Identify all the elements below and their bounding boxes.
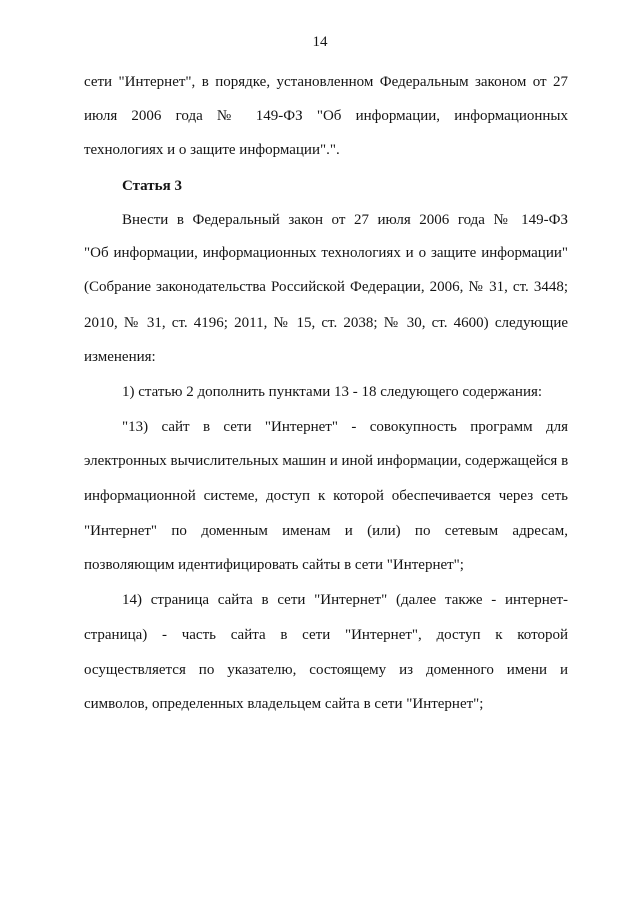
text-line: электронных вычислительных машин и иной информации, содержащейся в [84,453,569,469]
text-line: "Об информации, информационных технологиях и о защите информации" [84,245,568,261]
text-line: июля 2006 года № 149-ФЗ "Об информации, информационных [84,108,568,124]
text-line: осуществляется по указателю, состоящему из доменного имени и [84,662,568,678]
text-line: (Собрание законодательства Российской Федерации, 2006, № 31, ст. 3448; [84,279,568,295]
page-number: 14 [312,34,328,50]
text-line: сети "Интернет", в порядке, установленном Федеральным законом от 27 [84,74,568,90]
text-line: "13) сайт в сети "Интернет" - совокупность программ для [122,419,568,435]
article-heading: Статья 3 [122,178,182,194]
text-line: позволяющим идентифицировать сайты в сети "Интернет"; [84,557,464,573]
text-line: информационной системе, доступ к которой обеспечивается через сеть [84,488,568,504]
text-line: "Интернет" по доменным именам и (или) по сетевым адресам, [84,523,568,539]
text-line: символов, определенных владельцем сайта в сети "Интернет"; [84,696,484,712]
text-line: страница) - часть сайта в сети "Интернет", доступ к которой [84,627,568,643]
text-line: 1) статью 2 дополнить пунктами 13 - 18 следующего содержания: [122,384,543,400]
text-line: изменения: [84,349,156,365]
text-line: 14) страница сайта в сети "Интернет" (далее также - интернет- [122,592,568,608]
text-line: 2010, № 31, ст. 4196; 2011, № 15, ст. 2038; № 30, ст. 4600) следующие [84,315,568,331]
text-line: технологиях и о защите информации".". [84,142,340,158]
text-line: Внести в Федеральный закон от 27 июля 2006 года № 149-ФЗ [122,212,568,228]
